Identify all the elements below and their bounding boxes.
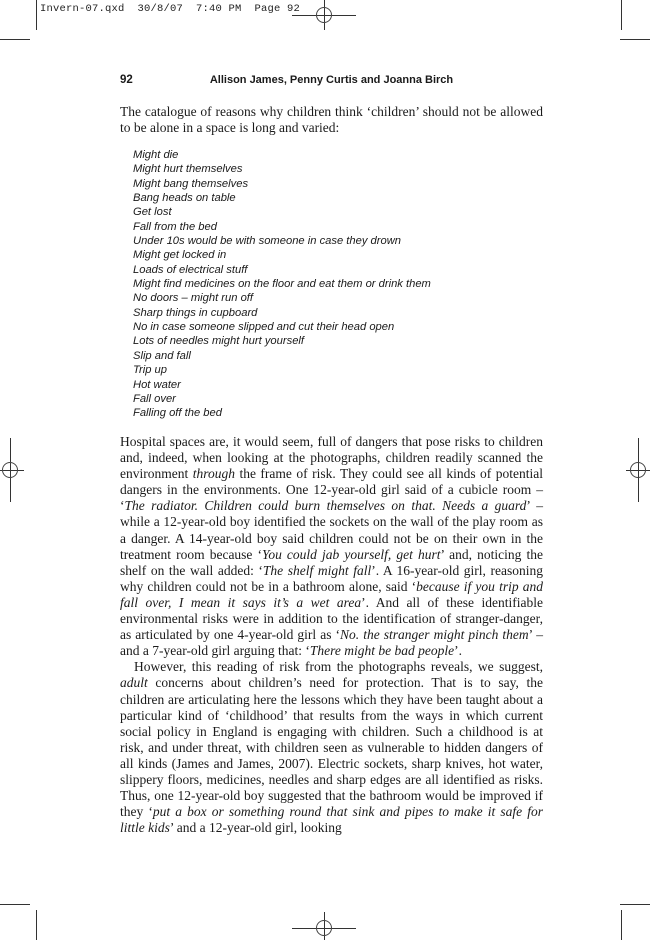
list-item: Fall from the bed [133,220,217,233]
list-item: Slip and fall [133,349,191,362]
crop-mark-top-right-vertical [621,0,622,30]
crop-mark-top-left [0,39,30,40]
page-number: 92 [120,74,133,86]
list-item: Might hurt themselves [133,163,243,176]
paragraph-hospital-dangers: Hospital spaces are, it would seem, full of dangers that pose risks to children and, indeed, when looking at the photographs, children readily scanned the environment through the frame of risk. They could see all kinds of potential dangers in the environments. One 12-year-old girl said of a cubicle room – ‘The radiator. Children could burn themselves on that. Needs a guard’ – while a 12-year-old boy identified the sockets on the wall of the play room as a danger. A 14-year-old boy said children could not be on their own in the treatment room because ‘You could jab yourself, get hurt’ and, noticing the shelf on the wall added: ‘The shelf might fall’. A 16-year-old girl, reasoning why children could not be in a bathroom alone, said ‘because if you trip and fall over, I mean it says it’s a wet area’. And all of these identifiable environmental risks were in addition to the identification of stranger-danger, as articulated by one 4-year-old girl as ‘No. the stranger might pinch them’ – and a 7-year-old girl arguing that: ‘There might be bad people’. [120,434,544,659]
print-slug: Invern-07.qxd 30/8/07 7:40 PM Page 92 [40,3,301,15]
body-text [120,434,543,836]
list-item: Falling off the bed [133,407,222,420]
list-item: Get lost [133,206,172,219]
running-header-authors: Allison James, Penny Curtis and Joanna Birch [209,74,454,86]
list-item: Bang heads on table [133,192,236,205]
crop-mark-bottom-right-vertical [621,910,622,940]
list-item: Hot water [133,378,181,391]
registration-mark-top-icon [316,7,332,23]
crop-mark-top-right [620,39,650,40]
crop-mark-bottom-right [620,904,650,905]
list-item: Sharp things in cupboard [133,306,258,319]
list-item: Might get locked in [133,249,227,262]
crop-mark-top-left-vertical [36,0,37,30]
list-item: Loads of electrical stuff [133,263,248,276]
reasons-list [133,148,533,421]
registration-mark-left-icon [2,462,18,478]
paragraph-adult-concerns: However, this reading of risk from the photographs reveals, we suggest, adult concerns about children’s need for protection. That is to say, the children are articulating here the lessons which they have been taught about a particular kind of ‘childhood’ that results from the ways in which current social policy in England is engaging with children. Such a childhood is at risk, and under threat, with children seen as vulnerable to hidden dangers of all kinds (James and James, 2007). Electric sockets, sharp knives, hot water, slippery floors, medicines, needles and sharp edges are all identified as risks. Thus, one 12-year-old boy suggested that the bathroom would be improved if they ‘put a box or something round that sink and pipes to make it safe for little kids’ and a 12-year-old girl, looking [120,659,543,836]
list-item: Trip up [133,364,167,377]
registration-mark-bottom-icon [316,920,332,936]
intro-text: The catalogue of reasons why children think ‘children’ should not be allowed to be alone in a space is long and varied: [120,104,543,136]
intro-paragraph [120,104,543,136]
list-item: No doors – might run off [133,292,254,305]
list-item: Might bang themselves [133,177,249,190]
list-item: Might find medicines on the floor and eat them or drink them [133,278,431,291]
crop-mark-bottom-left [0,904,30,905]
list-item: Lots of needles might hurt yourself [133,335,305,348]
list-item: No in case someone slipped and cut their head open [133,321,395,334]
crop-mark-bottom-left-vertical [36,910,37,940]
registration-mark-right-icon [630,462,646,478]
list-item: Fall over [133,392,176,405]
list-item: Might die [133,149,179,161]
list-item: Under 10s would be with someone in case they drown [133,235,402,248]
